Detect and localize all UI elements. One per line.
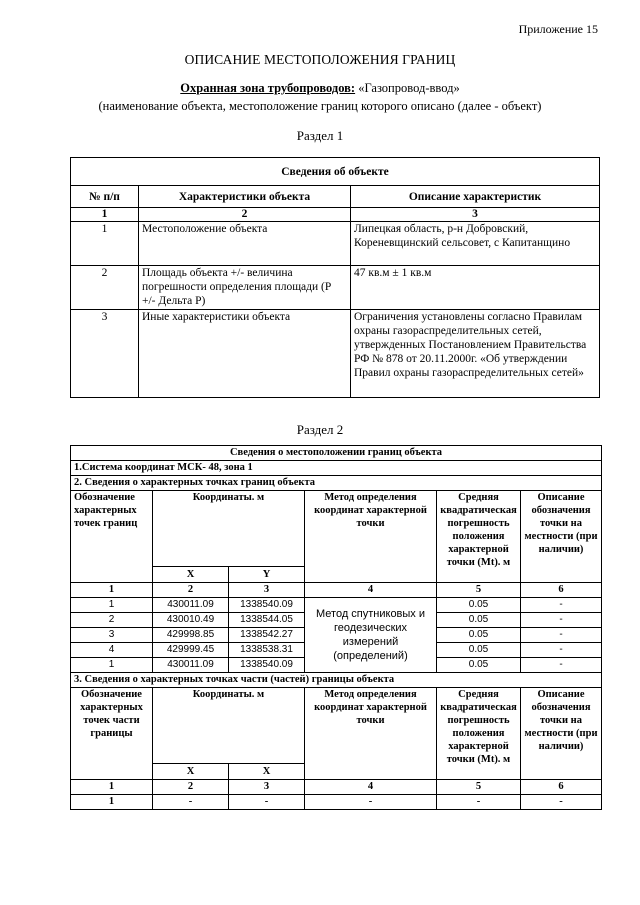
row-characteristic: Площадь объекта +/- величина погрешности определения площади (Р +/- Дельта Р) — [139, 266, 351, 310]
point-y: 1338538.31 — [229, 643, 305, 658]
table-row — [71, 795, 602, 810]
col-number: 2 — [139, 208, 351, 222]
zone-label: Охранная зона трубопроводов: — [180, 81, 356, 95]
zone-value: «Газопровод-ввод» — [355, 81, 460, 95]
col-number: 3 — [351, 208, 600, 222]
col-number: 3 — [229, 780, 305, 795]
col-number: 4 — [305, 583, 437, 598]
boundary-location-table — [70, 445, 602, 810]
point-id: 3 — [71, 628, 153, 643]
col-number: 1 — [71, 208, 139, 222]
header-error: Средняя квадратическая погрешность положения характерной точки (Mt). м — [437, 491, 521, 583]
header-coords: Координаты. м — [153, 491, 305, 567]
row-number: 3 — [71, 310, 139, 398]
header-x-part: X — [153, 764, 229, 780]
header-method-part: Метод определения координат характерной точки — [305, 688, 437, 780]
col-header-description: Описание характеристик — [351, 186, 600, 208]
boundary-table-title: Сведения о местоположении границ объекта — [71, 446, 602, 461]
coord-system: 1.Система координат МСК- 48, зона 1 — [71, 461, 602, 476]
col-number: 2 — [153, 583, 229, 598]
point-x: 429998.85 — [153, 628, 229, 643]
row-characteristic: Иные характеристики объекта — [139, 310, 351, 398]
header-description-part: Описание обозначения точки на местности (при наличии) — [521, 688, 602, 780]
point-desc: - — [521, 643, 602, 658]
point-desc: - — [521, 613, 602, 628]
part-point-mt: - — [437, 795, 521, 810]
point-desc: - — [521, 658, 602, 673]
point-mt: 0.05 — [437, 628, 521, 643]
point-x: 430011.09 — [153, 598, 229, 613]
row-description: 47 кв.м ± 1 кв.м — [351, 266, 600, 310]
section1-heading: Раздел 1 — [296, 128, 344, 143]
part-point-desc: - — [521, 795, 602, 810]
zone-note: (наименование объекта, местоположение границ которого описано (далее - объект) — [98, 99, 542, 113]
header-method: Метод определения координат характерной точки — [305, 491, 437, 583]
object-info-table — [70, 157, 600, 398]
row-number: 2 — [71, 266, 139, 310]
appendix-label: Приложение 15 — [518, 22, 598, 36]
point-y: 1338542.27 — [229, 628, 305, 643]
part2-title: 2. Сведения о характерных точках границ объекта — [71, 476, 602, 491]
point-y: 1338540.09 — [229, 598, 305, 613]
point-x: 430010.49 — [153, 613, 229, 628]
table-row — [71, 310, 600, 398]
point-id: 4 — [71, 643, 153, 658]
row-description: Липецкая область, р-н Добровский, Кореневщинский сельсовет, с Капитанщино — [351, 222, 600, 266]
part3-title: 3. Сведения о характерных точках части (частей) границы объекта — [71, 673, 602, 688]
point-x: 429999.45 — [153, 643, 229, 658]
point-mt: 0.05 — [437, 613, 521, 628]
col-number: 2 — [153, 780, 229, 795]
header-coords-part: Координаты. м — [153, 688, 305, 764]
header-y-part: X — [229, 764, 305, 780]
col-number: 4 — [305, 780, 437, 795]
col-number: 1 — [71, 583, 153, 598]
table-row — [71, 222, 600, 266]
part-point-y: - — [229, 795, 305, 810]
point-id: 1 — [71, 658, 153, 673]
header-designation: Обозначение характерных точек границ — [71, 491, 153, 583]
point-mt: 0.05 — [437, 658, 521, 673]
row-characteristic: Местоположение объекта — [139, 222, 351, 266]
row-number: 1 — [71, 222, 139, 266]
method-value: Метод спутниковых и геодезических измерений (определений) — [305, 598, 437, 673]
header-description: Описание обозначения точки на местности (при наличии) — [521, 491, 602, 583]
point-desc: - — [521, 598, 602, 613]
col-number: 5 — [437, 780, 521, 795]
point-id: 2 — [71, 613, 153, 628]
col-header-characteristic: Характеристики объекта — [139, 186, 351, 208]
part-point-method: - — [305, 795, 437, 810]
col-number: 3 — [229, 583, 305, 598]
col-number: 1 — [71, 780, 153, 795]
section2-heading: Раздел 2 — [296, 422, 344, 437]
table-row — [71, 598, 602, 613]
object-table-title: Сведения об объекте — [71, 158, 600, 186]
header-y: Y — [229, 567, 305, 583]
zone-line — [0, 81, 640, 96]
page-title: ОПИСАНИЕ МЕСТОПОЛОЖЕНИЯ ГРАНИЦ — [184, 52, 456, 67]
col-number: 5 — [437, 583, 521, 598]
col-number: 6 — [521, 780, 602, 795]
table-row — [71, 266, 600, 310]
point-y: 1338544.05 — [229, 613, 305, 628]
col-number: 6 — [521, 583, 602, 598]
point-x: 430011.09 — [153, 658, 229, 673]
point-mt: 0.05 — [437, 598, 521, 613]
row-description: Ограничения установлены согласно Правилам охраны газораспределительных сетей, утвержденных Постановлением Правительства РФ № 878 от 20.11.2000г. «Об утверждении Правил охраны газораспределительных сетей» — [351, 310, 600, 398]
point-mt: 0.05 — [437, 643, 521, 658]
header-error-part: Средняя квадратическая погрешность положения характерной точки (Mt). м — [437, 688, 521, 780]
point-y: 1338540.09 — [229, 658, 305, 673]
part-point-x: - — [153, 795, 229, 810]
part-point-id: 1 — [71, 795, 153, 810]
header-designation-part: Обозначение характерных точек части границы — [71, 688, 153, 780]
header-x: X — [153, 567, 229, 583]
col-header-number: № п/п — [71, 186, 139, 208]
point-id: 1 — [71, 598, 153, 613]
point-desc: - — [521, 628, 602, 643]
